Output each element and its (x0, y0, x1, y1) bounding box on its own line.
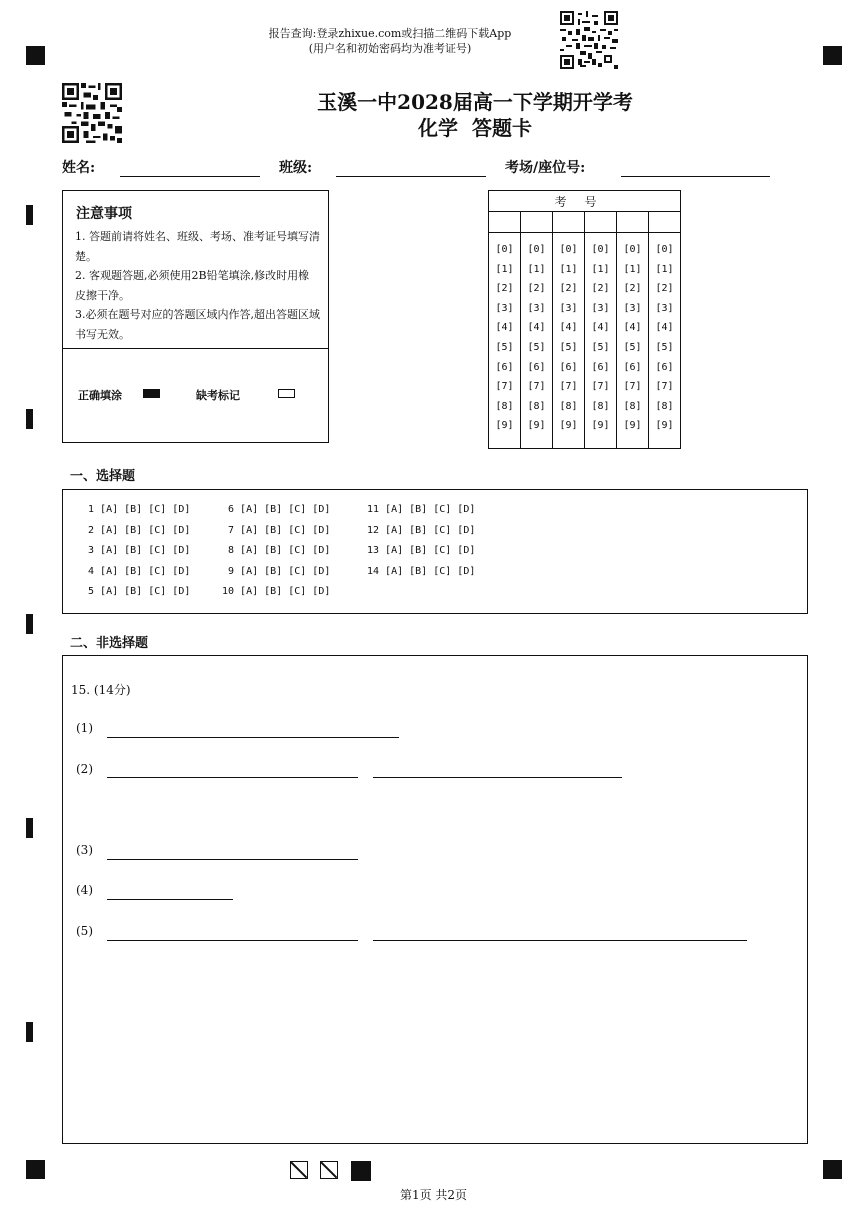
page-number: 第1页 共2页 (399, 1188, 468, 1202)
digit-bubble[interactable]: [5] (527, 341, 546, 353)
digit-bubble[interactable]: [1] (495, 263, 514, 275)
registration-mark-top-right (823, 46, 842, 65)
seat-field[interactable] (621, 176, 770, 177)
class-label: 班级: (279, 160, 313, 176)
digit-bubble[interactable]: [6] (559, 361, 578, 373)
notice-title: 注意事项 (76, 206, 132, 222)
digit-bubble[interactable]: [8] (591, 400, 610, 412)
registration-mark-bottom-left (26, 1160, 45, 1179)
digit-bubble[interactable]: [4] (495, 322, 514, 334)
answer-card-subtitle: 化学 答题卡 (418, 116, 532, 140)
exam-number-write-cell[interactable] (553, 212, 585, 233)
seat-label: 考场/座位号: (505, 160, 586, 176)
digit-bubble[interactable]: [6] (527, 361, 546, 373)
digit-bubble[interactable]: [5] (655, 341, 674, 353)
exam-number-write-cell[interactable] (649, 212, 681, 233)
digit-bubble[interactable]: [9] (495, 420, 514, 432)
page-marker-slash-box (290, 1161, 308, 1179)
choice-question-row[interactable]: 7 [A] [B] [C] [D] (222, 524, 331, 536)
part-label: (2) (76, 762, 93, 776)
digit-bubble[interactable]: [1] (591, 263, 610, 275)
section-multiple-choice-title: 一、选择题 (70, 469, 136, 484)
digit-bubble[interactable]: [3] (591, 302, 610, 314)
choice-question-row[interactable]: 1 [A] [B] [C] [D] (82, 504, 191, 515)
digit-bubble[interactable]: [9] (623, 420, 642, 432)
page-marker-slash-box (320, 1161, 338, 1179)
exam-number-write-cell[interactable] (617, 212, 649, 233)
digit-bubble[interactable]: [8] (495, 400, 514, 412)
exam-number-digit-column (489, 233, 521, 449)
digit-bubble[interactable]: [2] (623, 283, 642, 295)
exam-number-write-cell[interactable] (489, 212, 521, 233)
digit-bubble[interactable]: [6] (623, 361, 642, 373)
digit-bubble[interactable]: [3] (527, 302, 546, 314)
digit-bubble[interactable]: [0] (655, 244, 674, 255)
digit-bubble[interactable]: [9] (591, 420, 610, 432)
digit-bubble[interactable]: [0] (527, 244, 546, 255)
digit-bubble[interactable]: [9] (655, 420, 674, 432)
digit-bubble[interactable]: [7] (495, 381, 514, 393)
digit-bubble[interactable]: [1] (623, 263, 642, 275)
choice-question-row[interactable]: 8 [A] [B] [C] [D] (222, 545, 331, 556)
digit-bubble[interactable]: [4] (655, 322, 674, 334)
digit-bubble[interactable]: [5] (623, 341, 642, 353)
digit-bubble[interactable]: [5] (591, 341, 610, 353)
digit-bubble[interactable]: [1] (655, 263, 674, 275)
answer-line-1[interactable] (107, 737, 399, 738)
digit-bubble[interactable]: [7] (623, 381, 642, 393)
choice-question-row[interactable]: 13 [A] [B] [C] [D] (367, 545, 476, 556)
choice-question-row[interactable]: 9 [A] [B] [C] [D] (222, 565, 331, 577)
digit-bubble[interactable]: [0] (495, 244, 514, 255)
digit-bubble[interactable]: [8] (527, 400, 546, 412)
digit-bubble[interactable]: [8] (623, 400, 642, 412)
digit-bubble[interactable]: [3] (655, 302, 674, 314)
timing-bar (26, 614, 33, 634)
digit-bubble[interactable]: [3] (495, 302, 514, 314)
part-label: (5) (76, 924, 93, 938)
app-download-qr-code (560, 11, 618, 69)
digit-bubble[interactable]: [8] (655, 400, 674, 412)
digit-bubble[interactable]: [2] (655, 283, 674, 295)
digit-bubble[interactable]: [2] (591, 283, 610, 295)
digit-bubble[interactable]: [4] (559, 322, 578, 334)
digit-bubble[interactable]: [7] (655, 381, 674, 393)
digit-bubble[interactable]: [3] (559, 302, 578, 314)
report-query-line: 报告查询:登录zhixue.com或扫描二维码下载App (268, 27, 512, 40)
notice-list (75, 227, 320, 344)
exam-number-digit-column (553, 233, 585, 449)
class-field[interactable] (336, 176, 486, 177)
timing-bar (26, 1022, 33, 1042)
choice-question-row[interactable]: 2 [A] [B] [C] [D] (82, 524, 191, 536)
exam-number-digit-column (585, 233, 617, 449)
notice-item: 3.必须在题号对应的答题区域内作答,超出答题区域书写无效。 (75, 308, 320, 341)
correct-fill-sample (143, 389, 160, 398)
timing-bar (26, 205, 33, 225)
digit-bubble[interactable]: [2] (495, 283, 514, 295)
digit-bubble[interactable]: [5] (495, 341, 514, 353)
choice-question-row[interactable]: 11 [A] [B] [C] [D] (367, 504, 476, 515)
choice-question-row[interactable]: 12 [A] [B] [C] [D] (367, 524, 476, 536)
digit-bubble[interactable]: [1] (559, 263, 578, 275)
digit-bubble[interactable]: [0] (591, 244, 610, 255)
digit-bubble[interactable]: [7] (591, 381, 610, 393)
exam-number-header: 考号 (489, 191, 681, 212)
digit-bubble[interactable]: [9] (559, 420, 578, 432)
digit-bubble[interactable]: [4] (623, 322, 642, 334)
part-label: (1) (76, 721, 93, 735)
digit-bubble[interactable]: [1] (527, 263, 546, 275)
answer-line-2a[interactable] (107, 777, 358, 778)
digit-bubble[interactable]: [2] (527, 283, 546, 295)
choice-question-row[interactable]: 5 [A] [B] [C] [D] (82, 586, 191, 597)
timing-bar (26, 409, 33, 429)
answer-line-3[interactable] (107, 859, 358, 860)
digit-bubble[interactable]: [7] (559, 381, 578, 393)
digit-bubble[interactable]: [6] (495, 361, 514, 373)
part-label: (4) (76, 883, 93, 897)
absent-mark-label: 缺考标记 (196, 389, 240, 402)
digit-bubble[interactable]: [3] (623, 302, 642, 314)
exam-number-write-cell[interactable] (521, 212, 553, 233)
choice-question-row[interactable]: 3 [A] [B] [C] [D] (82, 545, 191, 556)
part-label: (3) (76, 843, 93, 857)
answer-line-5b[interactable] (373, 940, 747, 941)
exam-title: 玉溪一中2028届高一下学期开学考 (317, 90, 633, 114)
digit-bubble[interactable]: [4] (527, 322, 546, 334)
digit-bubble[interactable]: [0] (623, 244, 642, 255)
exam-number-write-cell[interactable] (585, 212, 617, 233)
exam-number-digit-column (617, 233, 649, 449)
exam-number-grid (488, 190, 681, 449)
digit-bubble[interactable]: [6] (591, 361, 610, 373)
exam-number-digit-column (649, 233, 681, 449)
digit-bubble[interactable]: [7] (527, 381, 546, 393)
exam-number-digit-column (521, 233, 553, 449)
notice-divider (63, 348, 328, 349)
report-query-notice (0, 26, 780, 56)
notice-box (62, 190, 329, 443)
question-15-header: 15. (14分) (71, 683, 131, 697)
digit-bubble[interactable]: [0] (559, 244, 578, 255)
digit-bubble[interactable]: [5] (559, 341, 578, 353)
name-field[interactable] (120, 176, 260, 177)
absent-mark-box[interactable] (278, 389, 295, 398)
timing-bar (26, 818, 33, 838)
notice-item: 1. 答题前请将姓名、班级、考场、准考证号填写清楚。 (75, 230, 320, 263)
digit-bubble[interactable]: [4] (591, 322, 610, 334)
choice-question-row[interactable]: 14 [A] [B] [C] [D] (367, 565, 476, 577)
choice-question-row[interactable]: 10 [A] [B] [C] [D] (222, 586, 331, 597)
choice-question-row[interactable]: 4 [A] [B] [C] [D] (82, 565, 191, 577)
correct-fill-label: 正确填涂 (78, 389, 122, 402)
digit-bubble[interactable]: [6] (655, 361, 674, 373)
digit-bubble[interactable]: [9] (527, 420, 546, 432)
digit-bubble[interactable]: [8] (559, 400, 578, 412)
digit-bubble[interactable]: [2] (559, 283, 578, 295)
registration-mark-bottom-right (823, 1160, 842, 1179)
answer-line-5a[interactable] (107, 940, 358, 941)
login-hint-line: (用户名和初始密码均为准考证号) (308, 42, 472, 55)
page-marker-filled-box (351, 1161, 371, 1181)
notice-item: 2. 客观题答题,必须使用2B铅笔填涂,修改时用橡皮擦干净。 (75, 269, 310, 302)
section-free-response-title: 二、非选择题 (70, 636, 149, 651)
name-label: 姓名: (62, 160, 96, 176)
student-id-qr-code (62, 83, 122, 143)
answer-line-2b[interactable] (373, 777, 622, 778)
choice-question-row[interactable]: 6 [A] [B] [C] [D] (222, 504, 331, 515)
answer-line-4[interactable] (107, 899, 233, 900)
